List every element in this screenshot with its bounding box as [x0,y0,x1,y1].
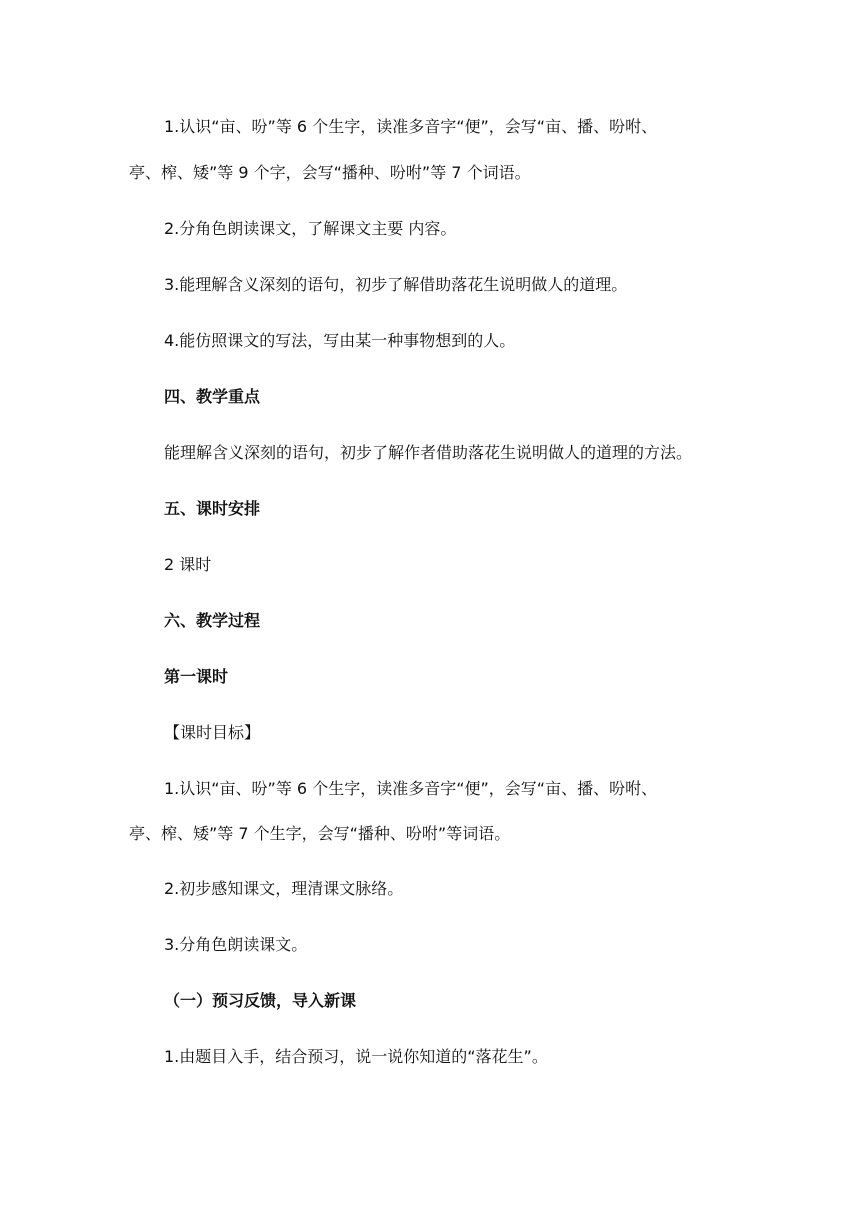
objective-4: 4.能仿照课文的写法，写由某一种事物想到的人。 [164,331,516,350]
objective-1-line-2: 亭、榨、矮”等 9 个字，会写“播种、吩咐”等 7 个词语。 [129,163,531,182]
lesson-objective-1-line-1: 1.认识“亩、吩”等 6 个生字，读准多音字“便”，会写“亩、播、吩咐、 [164,779,658,798]
objective-3: 3.能理解含义深刻的语句，初步了解借助落花生说明做人的道理。 [164,275,628,294]
lesson-objectives-label: 【课时目标】 [164,723,261,742]
section-heading-teaching-process: 六、教学过程 [164,611,261,630]
objective-2: 2.分角色朗读课文，了解课文主要 内容。 [164,219,457,238]
lesson-objective-2: 2.初步感知课文，理清课文脉络。 [164,879,404,898]
lesson-objective-3: 3.分角色朗读课文。 [164,935,308,954]
section-heading-schedule: 五、课时安排 [164,499,261,518]
objective-1-line-1: 1.认识“亩、吩”等 6 个生字，读准多音字“便”，会写“亩、播、吩咐、 [164,117,658,136]
teaching-focus-text: 能理解含义深刻的语句，初步了解作者借助落花生说明做人的道理的方法。 [164,443,693,462]
subsection-heading-first-lesson: 第一课时 [164,667,229,686]
step-1-text: 1.由题目入手，结合预习，说一说你知道的“落花生”。 [164,1047,548,1066]
section-heading-teaching-focus: 四、教学重点 [164,387,261,406]
step-heading-preview-feedback: （一）预习反馈，导入新课 [164,991,357,1010]
lesson-objective-1-line-2: 亭、榨、矮”等 7 个生字，会写“播种、吩咐”等词语。 [129,824,511,843]
schedule-text: 2 课时 [164,555,212,574]
